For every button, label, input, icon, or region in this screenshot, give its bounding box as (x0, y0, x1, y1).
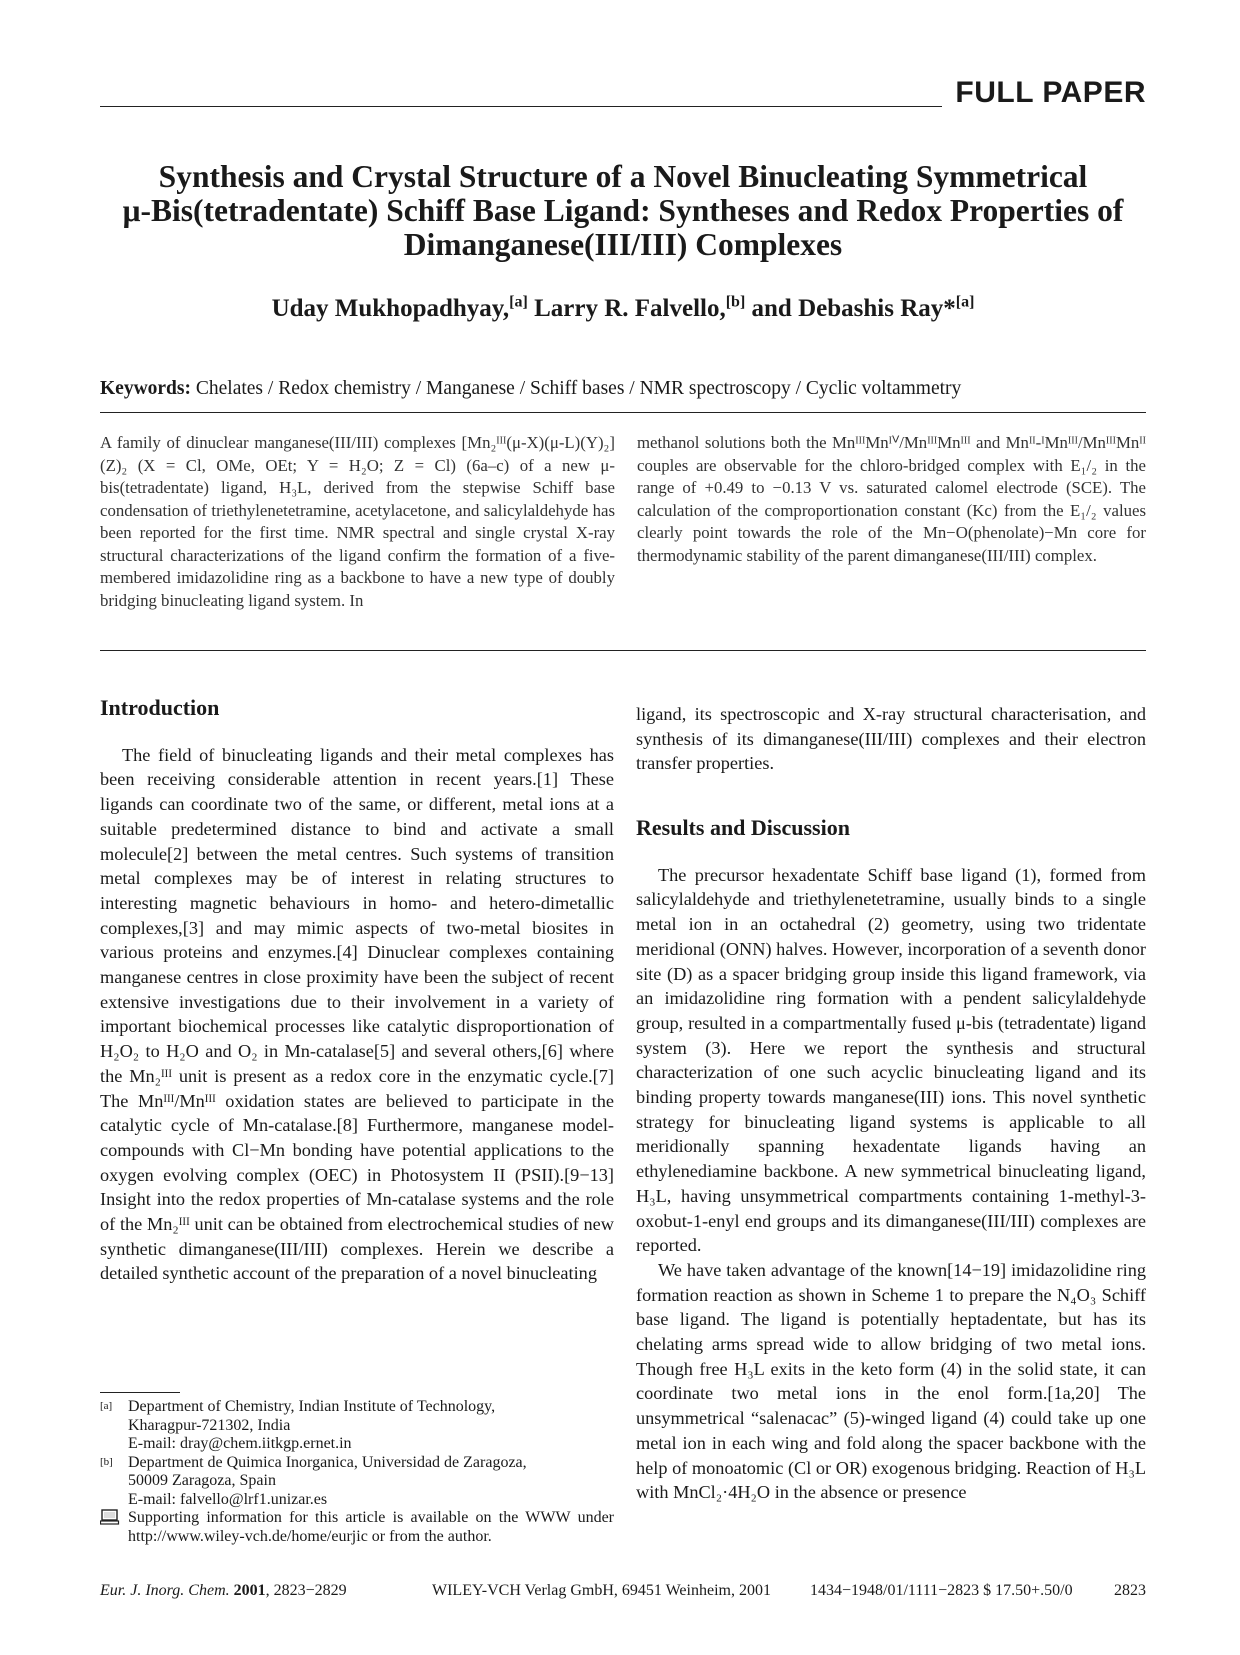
footnote-mark: [b] (100, 1455, 113, 1468)
abstract-bottom-rule (100, 650, 1146, 651)
footnotes (100, 1398, 614, 1546)
footnote-line: Department de Quimica Inorganica, Universidad de Zaragoza, (128, 1453, 527, 1471)
footnote-line: Kharagpur-721302, India (128, 1416, 291, 1434)
footnote-rule (100, 1392, 180, 1393)
footnote-line: 50009 Zaragoza, Spain (128, 1472, 276, 1489)
body-paragraph: We have taken advantage of the known[14−19] imidazolidine ring formation reaction as shown in Scheme 1 to prepare the N₄O₃ Schiff base ligand. The ligand is potentially heptadentate, but has its chelating arms spread wide to allow bridging of two metal ions. Though free H₃L exits in the keto form (4) in the solid state, it can coordinate two metal ions in the enol form.[1a,20] The unsymmetrical “salenacac” (5)-winged ligand (4) could take up one metal ion in each wing and fold along the spacer backbone with the help of monoatomic (Cl or OR) exogenous bridging. Reaction of H₃L with MnCl₂·4H₂O in the absence or presence (636, 1259, 1146, 1503)
body-paragraph: ligand, its spectroscopic and X-ray structural characterisation, and synthesis of its dimanganese(III/III) complexes and their electron transfer properties. (636, 704, 1146, 774)
footnote-line: Department of Chemistry, Indian Institute of Technology, (128, 1398, 496, 1415)
results-section (636, 816, 1146, 1505)
author-name: Larry R. Falvello, (527, 295, 726, 322)
footnote-line: E-mail: falvello@lrf1.unizar.es (128, 1490, 328, 1508)
footer-citation (100, 1582, 347, 1600)
author-name: and Debashis Ray* (745, 295, 956, 322)
article-title (100, 160, 1146, 262)
introduction-continued (636, 702, 1146, 776)
page-number: 2823 (1114, 1582, 1146, 1599)
footnote-line: Supporting information for this article is available on the WWW under http://www.wiley-vch.de/home/eurjic or from the author. (128, 1509, 614, 1545)
section-heading: Introduction (100, 695, 220, 720)
journal-year: 2001 (233, 1582, 266, 1599)
footnote (100, 1454, 614, 1510)
footnote-mark: [a] (100, 1400, 113, 1412)
title-line: Dimanganese(III/III) Complexes (403, 227, 843, 262)
keywords-line (100, 378, 1146, 400)
computer-icon (100, 1509, 128, 1525)
footer-issn: 1434−1948/01/1111−2823 $ 17.50+.50/0 (810, 1582, 1073, 1599)
section-label: FULL PAPER (955, 76, 1146, 109)
header-rule (100, 106, 942, 107)
affiliation-mark: [a] (509, 293, 528, 311)
abstract-right-column: methanol solutions both the MnᴵᴵᴵMnᴵⱽ/MnᴵᴵᴵMnᴵᴵᴵ and Mnᴵᴵ-ᴵMnᴵᴵᴵ/MnᴵᴵᴵMnᴵᴵ couples are observable for the chloro-bridged complex with E₁/₂ in the range of +0.49 to −0.13 V vs. saturated calomel electrode (SCE). The calculation of the comproportionation constant (Kc) from the E₁/₂ values clearly point towards the role of the Mn−O(phenolate)−Mn core for thermodynamic stability of the parent dimanganese(III/III) complex. (637, 433, 1146, 565)
footnote-line: E-mail: dray@chem.iitkgp.ernet.in (128, 1435, 352, 1452)
body-paragraph: The precursor hexadentate Schiff base ligand (1), formed from salicylaldehyde and triethylenetetramine, usually binds to a single metal ion in an octahedral (2) geometry, using two tridentate meridional (ONN) halves. However, incorporation of a seventh donor site (D) as a spacer bridging group inside this ligand framework, via an imidazolidine ring formation with a pendent salicylaldehyde group, resulted in a compartmentally fused μ-bis (tetradentate) ligand system (3). Here we report the synthesis and structural characterization of one such acyclic binucleating ligand and its binding property towards manganese(III) ions. This novel synthetic strategy for binucleating ligand systems is applicable to all meridionally spanning hexadentate ligands having an ethylenediamine backbone. A new symmetrical binucleating ligand, H₃L, having unsymmetrical compartments containing 1-methyl-3-oxobut-1-enyl end groups and its dimanganese(III/III) complexes are reported. (636, 864, 1146, 1256)
introduction-section (100, 696, 614, 1286)
title-line: μ-Bis(tetradentate) Schiff Base Ligand: Syntheses and Redox Properties of (122, 193, 1124, 228)
footnote (100, 1398, 614, 1454)
title-line: Synthesis and Crystal Structure of a Novel Binucleating Symmetrical (158, 159, 1088, 194)
affiliation-mark: [b] (725, 293, 746, 311)
keywords-text: Chelates / Redox chemistry / Manganese / Schiff bases / NMR spectroscopy / Cyclic voltammetry (191, 378, 962, 399)
footer-publisher: WILEY-VCH Verlag GmbH, 69451 Weinheim, 2001 (432, 1582, 771, 1599)
journal-pages: , 2823−2829 (265, 1582, 347, 1599)
section-heading: Results and Discussion (636, 815, 850, 840)
affiliation-mark: [a] (955, 293, 975, 311)
body-paragraph: The field of binucleating ligands and their metal complexes has been receiving considerable attention in recent years.[1] These ligands can coordinate two of the same, or different, metal ions at a suitable predetermined distance to bind and activate a small molecule[2] between the metal centres. Such systems of transition metal complexes may be of interest in relating structures to interesting magnetic behaviours in homo- and hetero-dimetallic complexes,[3] and may mimic aspects of two-metal biosites in various proteins and enzymes.[4] Dinuclear complexes containing manganese centres in close proximity have been the subject of recent extensive investigations due to their involvement in a variety of important biochemical processes like catalytic disproportionation of H₂O₂ to H₂O and O₂ in Mn-catalase[5] and several others,[6] where the Mn₂ᴵᴵᴵ unit is present as a redox core in the enzymatic cycle.[7] The Mnᴵᴵᴵ/Mnᴵᴵᴵ oxidation states are believed to participate in the catalytic cycle of Mn-catalase.[8] Furthermore, manganese model-compounds with Cl−Mn bonding have potential applications to the oxygen evolving complex (OEC) in Photosystem II (PSII).[9−13] Insight into the redox properties of Mn-catalase systems and the role of the Mn₂ᴵᴵᴵ unit can be obtained from electrochemical studies of new synthetic dimanganese(III/III) complexes. Herein we describe a detailed synthetic account of the preparation of a novel binucleating (100, 744, 614, 1284)
abstract-top-rule (100, 412, 1146, 413)
footnote (100, 1509, 614, 1546)
journal-name: Eur. J. Inorg. Chem. (100, 1582, 230, 1599)
keywords-label: Keywords: (100, 378, 191, 399)
author-name: Uday Mukhopadhyay, (271, 295, 510, 322)
author-list (100, 295, 1146, 323)
abstract-left-column: A family of dinuclear manganese(III/III) complexes [Mn₂ᴵᴵᴵ(μ-X)(μ-L)(Y)₂](Z)₂ (X = Cl, OMe, OEt; Y = H₂O; Z = Cl) (6a–c) of a new μ-bis(tetradentate) ligand, H₃L, derived from the stepwise Schiff base condensation of triethylenetetramine, acetylacetone, and salicylaldehyde has been reported for the first time. NMR spectral and single crystal X-ray structural characterizations of the ligand confirm the formation of a five-membered imidazolidine ring as a backbone to have a new type of doubly bridging binucleating ligand system. In (100, 433, 615, 610)
